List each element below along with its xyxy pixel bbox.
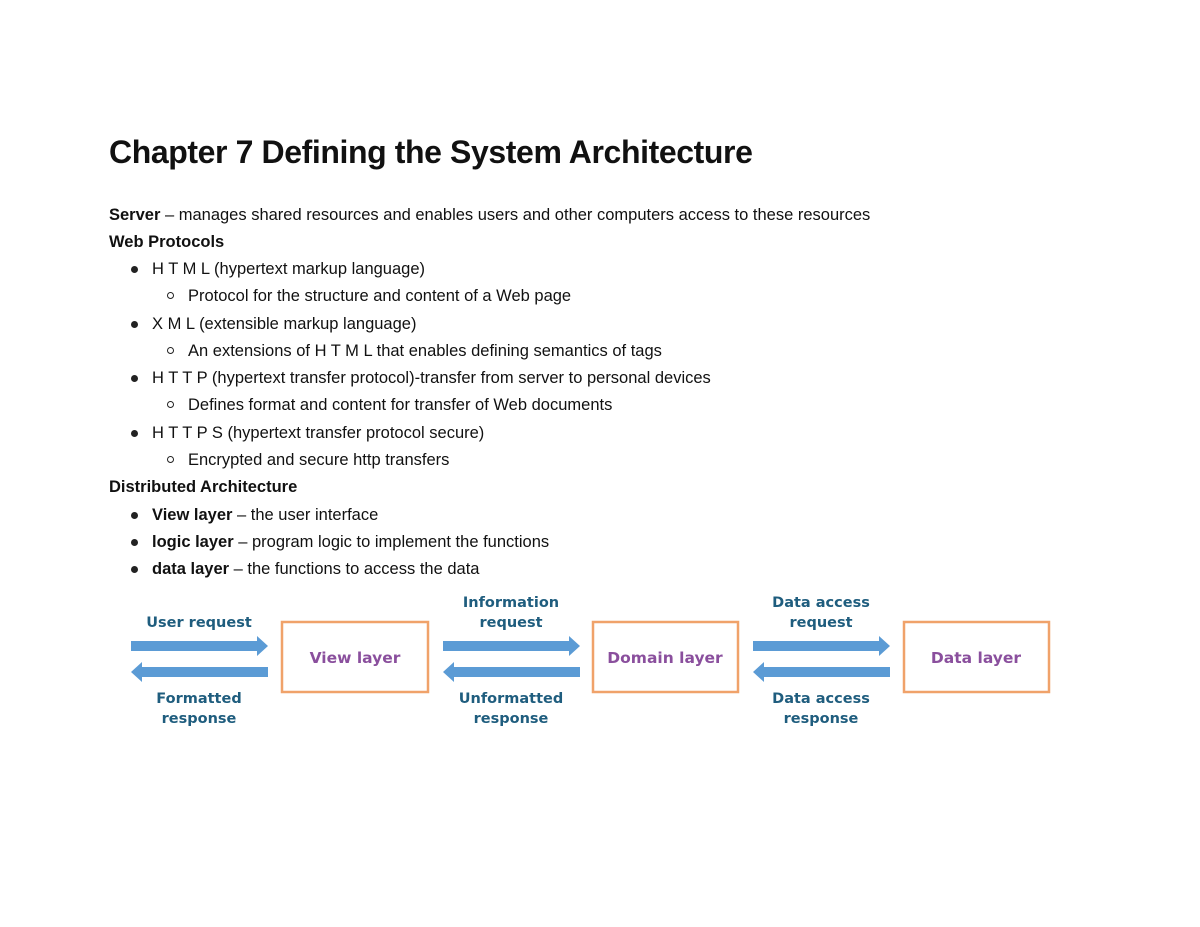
layer-term: data layer [152, 560, 230, 578]
request-label-3-line2: request [789, 615, 853, 631]
protocol-item-html: H T M L (hypertext markup language) [152, 260, 425, 278]
protocol-item-http: H T T P (hypertext transfer protocol)-transfer from server to personal devices [152, 369, 711, 387]
domain-layer-label: Domain layer [607, 649, 723, 667]
layer-desc: – program logic to implement the functions [233, 533, 550, 551]
response-label-1-line1: Formatted [156, 691, 242, 707]
response-label-2-line1: Unformatted [458, 691, 564, 707]
response-arrow-2 [443, 662, 580, 682]
protocol-sub-https: Encrypted and secure http transfers [188, 451, 450, 469]
protocol-sub-http: Defines format and content for transfer of Web documents [188, 396, 613, 414]
request-label-2-line1: Information [462, 595, 560, 611]
distributed-heading: Distributed Architecture [109, 478, 298, 496]
layer-desc: – the user interface [232, 506, 379, 524]
request-label-3-line1: Data access [772, 595, 870, 611]
view-layer-label: View layer [309, 649, 401, 667]
web-protocols-heading: Web Protocols [109, 233, 225, 251]
protocol-sub-xml: An extensions of H T M L that enables defining semantics of tags [188, 342, 662, 360]
response-arrow-3 [753, 662, 890, 682]
protocol-sub-html: Protocol for the structure and content of a Web page [188, 287, 572, 305]
response-label-3-line1: Data access [772, 691, 870, 707]
request-arrow-3 [753, 636, 890, 656]
request-label-2-line2: request [479, 615, 543, 631]
server-text: – manages shared resources and enables users and other computers access to these resources [160, 206, 871, 224]
response-label-2-line2: response [473, 711, 549, 727]
request-label-1: User request [146, 615, 252, 631]
page-title: Chapter 7 Defining the System Architecture [109, 134, 753, 170]
protocol-item-xml: X M L (extensible markup language) [152, 315, 417, 333]
response-label-3-line2: response [783, 711, 859, 727]
layer-desc: – the functions to access the data [229, 560, 480, 578]
layer-term: logic layer [152, 533, 234, 551]
request-arrow-1 [131, 636, 268, 656]
layer-term: View layer [152, 506, 233, 524]
response-arrow-1 [131, 662, 268, 682]
server-term: Server [109, 206, 161, 224]
protocol-item-https: H T T P S (hypertext transfer protocol secure) [152, 424, 485, 442]
response-label-1-line2: response [161, 711, 237, 727]
data-layer-label: Data layer [930, 649, 1022, 667]
request-arrow-2 [443, 636, 580, 656]
